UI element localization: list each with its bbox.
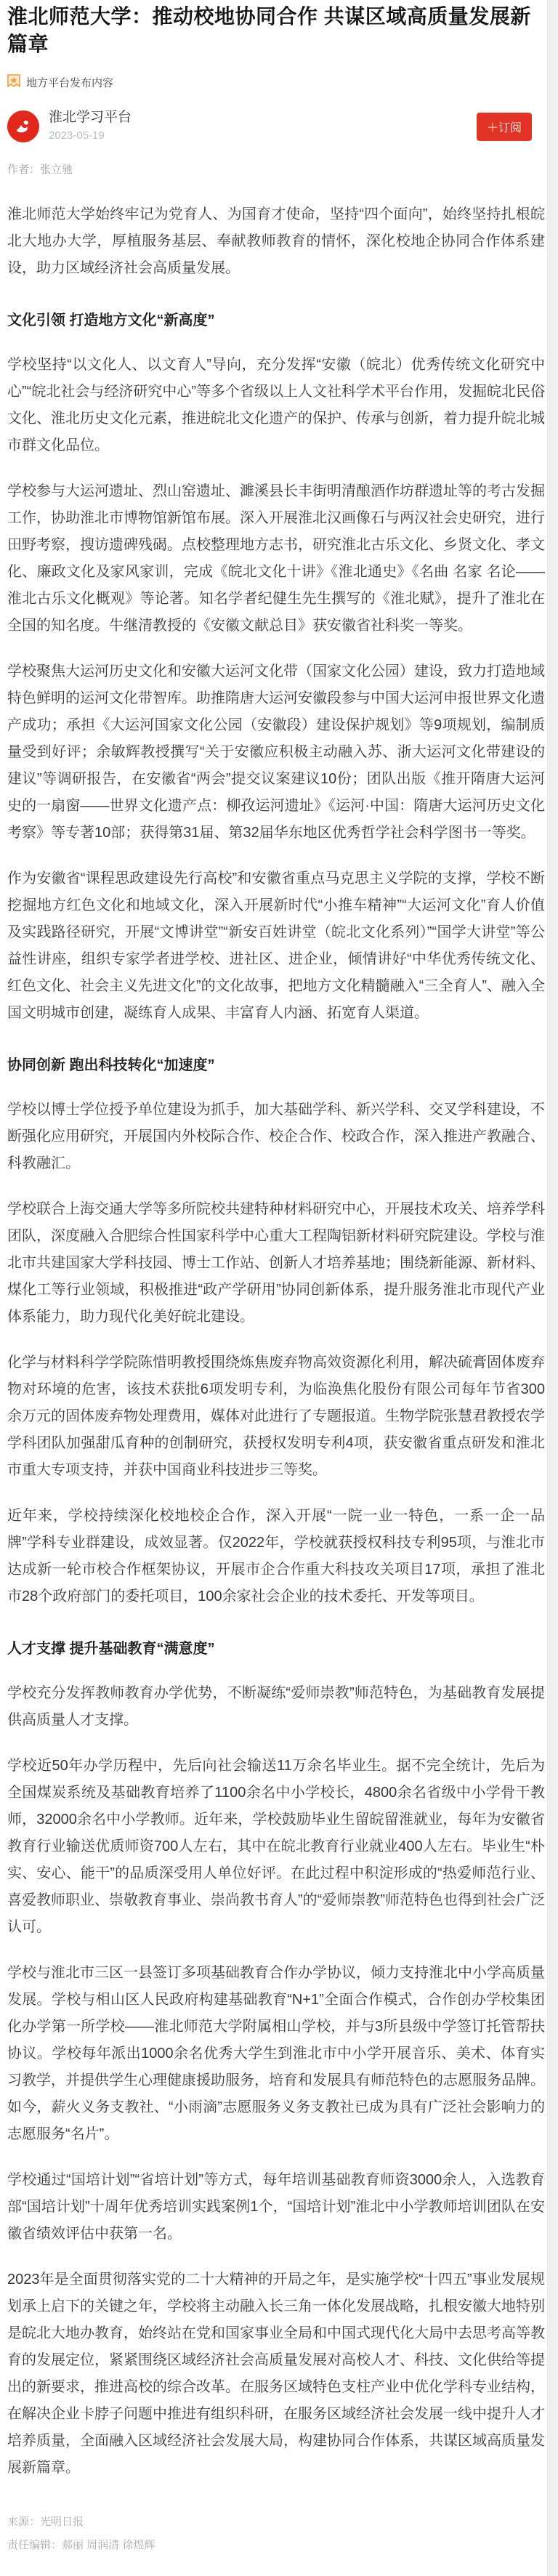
- article-paragraph: 学校以博士学位授予单位建设为抓手，加大基础学科、新兴学科、交叉学科建设，不断强化应用研究，开展国内外校际合作、校企合作、校政合作，深入推进产教融合、科教融汇。: [7, 1102, 545, 1171]
- publisher-card: [7, 109, 545, 144]
- article-paragraph: 学校通过“国培计划”“省培计划”等方式，每年培训基础教育师资3000余人，入选教育部“国培计划”十周年优秀培训实践案例1个，“国培计划”淮北中小学教师培训团队在安徽省绩效评估中获第一名。: [7, 2172, 545, 2242]
- article-paragraph: 学校坚持“以文化人、以文育人”导向，充分发挥“安徽（皖北）优秀传统文化研究中心”“皖北社会与经济研究中心”等多个省级以上人文社科学术平台作用，发掘皖北民俗文化、淮北历史文化元素，推进皖北文化遗产的保护、传承与创新，着力提升皖北城市群文化品位。: [7, 357, 545, 453]
- section-heading: 文化引领 打造地方文化“新高度”: [7, 312, 215, 328]
- author-line: 作者：张立驰: [7, 163, 73, 176]
- article-paragraph: 2023年是全面贯彻落实党的二十大精神的开局之年，是实施学校“十四五”事业发展规划承上启下的关键之年，学校将主动融入长三角一体化发展战略，扎根安徽大地特别是皖北大地办教育，始终站在党和国家事业全局和中国式现代化大局中去思考高等教育的发展定位，紧紧围绕区域经济社会高质量发展对高校人才、科技、文化供给等提出的新要求，推进高校的综合改革。在服务区域特色支柱产业中优化学科专业结构，在解决企业卡脖子问题中推进有组织科研，在服务区域经济社会发展一线中提升人才培养质量，全面融入区域经济社会发展大局，构建协同合作体系，共谋区域高质量发展新篇章。: [7, 2272, 545, 2476]
- article-paragraph: 学校聚焦大运河历史文化和安徽大运河文化带（国家文化公园）建设，致力打造地域特色鲜明的运河文化带智库。助推隋唐大运河安徽段参与中国大运河申报世界文化遗产成功；承担《大运河国家文化公园（安徽段）建设保护规划》等9项规划，编制质量受到好评；余敏辉教授撰写“关于安徽应积极主动融入苏、浙大运河文化带建设的建议”等调研报告，在安徽省“两会”提交议案建议10份；团队出版《推开隋唐大运河史的一扇窗——世界文化遗产点：柳孜运河遗址》《运河·中国：隋唐大运河历史文化考察》等专著10部；获得第31届、第32届华东地区优秀哲学社会科学图书一等奖。: [7, 663, 545, 841]
- article-footer: [7, 2511, 545, 2557]
- publisher-meta: [49, 109, 477, 144]
- article-body: [7, 201, 545, 2482]
- footer-editors: 责任编辑：郝丽 周润清 徐煜辉: [7, 2539, 155, 2551]
- article-paragraph: 近年来，学校持续深化校地校企合作，深入开展“一院一业一特色，一系一企一品牌”学科专业群建设，成效显著。仅2022年，学校就获授权科技专利95项，与淮北市达成新一轮市校合作框架协议，开展市企合作重大科技攻关项目17项，承担了淮北市28个政府部门的委托项目，100余家社会企业的技术委托、开发等项目。: [7, 1508, 545, 1604]
- section-heading: 人才支撑 提升基础教育“满意度”: [7, 1641, 215, 1657]
- article-paragraph: 化学与材料科学学院陈惜明教授围绕炼焦废弃物高效资源化利用，解决硫膏固体废弃物对环境的危害，该技术获批6项发明专利，为临涣焦化股份有限公司每年节省300余万元的固体废弃物处理费用，媒体对此进行了专题报道。生物学院张慧君教授农学学科团队加强甜瓜育种的创制研究，获授权发明专利4项，获安徽省重点研发和淮北市重大专项支持，并获中国商业科技进步三等奖。: [7, 1354, 545, 1478]
- local-platform-badge: [7, 74, 545, 90]
- publisher-name[interactable]: 淮北学习平台: [49, 110, 132, 125]
- footer-source: 来源：光明日报: [7, 2516, 84, 2528]
- page-title: 淮北师范大学：推动校地协同合作 共谋区域高质量发展新篇章: [7, 5, 531, 55]
- ribbon-badge-icon: [7, 74, 20, 90]
- article-paragraph: 淮北师范大学始终牢记为党育人、为国育才使命，坚持“四个面向”，始终坚持扎根皖北大地办大学，厚植服务基层、奉献教师教育的情怀，深化校地企协同合作体系建设，助力区域经济社会高质量发展。: [7, 206, 545, 276]
- article-paragraph: 作为安徽省“课程思政建设先行高校”和安徽省重点马克思主义学院的支撑，学校不断挖掘地方红色文化和地域文化，深入开展新时代“小推车精神”“大运河文化”育人价值及实践路径研究，开展“文博讲堂”“新安百姓讲堂（皖北文化系列）”“国学大讲堂”等公益性讲座，组织专家学者进学校、进社区、进企业，倾情讲好“中华优秀传统文化、红色文化、社会主义先进文化”的文化故事，把地方文化精髓融入“三全育人”、融入全国文明城市创建，凝练育人成果、丰富育人内涵、拓宽育人渠道。: [7, 871, 545, 1021]
- article-paragraph: 学校联合上海交通大学等多所院校共建特种材料研究中心，开展技术攻关、培养学科团队，深度融入合肥综合性国家科学中心重大工程陶铝新材料研究院建设。学校与淮北市共建国家大学科技园、博士工作站、创新人才培养基地；围绕新能源、新材料、煤化工等行业领域，积极推进“政产学研用”协同创新体系，提升服务淮北市现代产业体系能力，助力现代化美好皖北建设。: [7, 1201, 545, 1325]
- publish-date: 2023-05-19: [49, 129, 105, 142]
- subscribe-button[interactable]: ＋订阅: [477, 113, 532, 141]
- article-paragraph: 学校参与大运河遗址、烈山窑遗址、濉溪县长丰街明清酿酒作坊群遗址等的考古发掘工作，协助淮北市博物馆新馆布展。深入开展淮北汉画像石与两汉社会史研究，进行田野考察，搜访遗碑残碣。点校整理地方志书，研究淮北古乐文化、乡贤文化、孝文化、廉政文化及家风家训，完成《皖北文化十讲》《淮北通史》《名曲 名家 名论——淮北古乐文化概观》等论著。知名学者纪健生先生撰写的《淮北赋》，提升了淮北在全国的知名度。牛继清教授的《安徽文献总目》获安徽省社科奖一等奖。: [7, 483, 545, 634]
- publisher-avatar[interactable]: [7, 110, 39, 142]
- article-page: [7, 0, 545, 2576]
- article-paragraph: 学校充分发挥教师教育办学优势，不断凝练“爱师崇教”师范特色，为基础教育发展提供高质量人才支撑。: [7, 1685, 545, 1728]
- article-paragraph: 学校近50年办学历程中，先后向社会输送11万余名毕业生。据不完全统计，先后为全国煤炭系统及基础教育培养了1100余名中小学校长，4800余名省级中小学骨干教师，32000余名中小学教师。近年来，学校鼓励毕业生留皖留淮就业，每年为安徽省教育行业输送优质师资700人左右，其中在皖北教育行业就业400人左右。毕业生“朴实、安心、能干”的品质深受用人单位好评。在此过程中积淀形成的“热爱师范行业、喜爱教师职业、崇敬教育事业、崇尚教书育人”的“爱师崇教”师范特色也得到社会广泛认可。: [7, 1758, 545, 1935]
- badge-label: 地方平台发布内容: [26, 76, 114, 89]
- section-heading: 协同创新 跑出科技转化“加速度”: [7, 1057, 215, 1073]
- article-paragraph: 学校与淮北市三区一县签订多项基础教育合作办学协议，倾力支持淮北中小学高质量发展。学校与相山区人民政府构建基础教育“N+1”全面合作模式，合作创办学校集团化办学第一所学校——淮北师范大学附属相山学校，并与3所县级中学签订托管帮扶协议。学校每年派出1000余名优秀大学生到淮北市中小学开展音乐、美术、体育实习教学，并提供学生心理健康援助服务，培育和发展具有师范特色的志愿服务品牌。如今，薪火义务支教社、“小雨滴”志愿服务义务支教社已成为具有广泛社会影响力的志愿服务“名片”。: [7, 1965, 545, 2142]
- scrollbar-track[interactable]: [547, 0, 558, 2576]
